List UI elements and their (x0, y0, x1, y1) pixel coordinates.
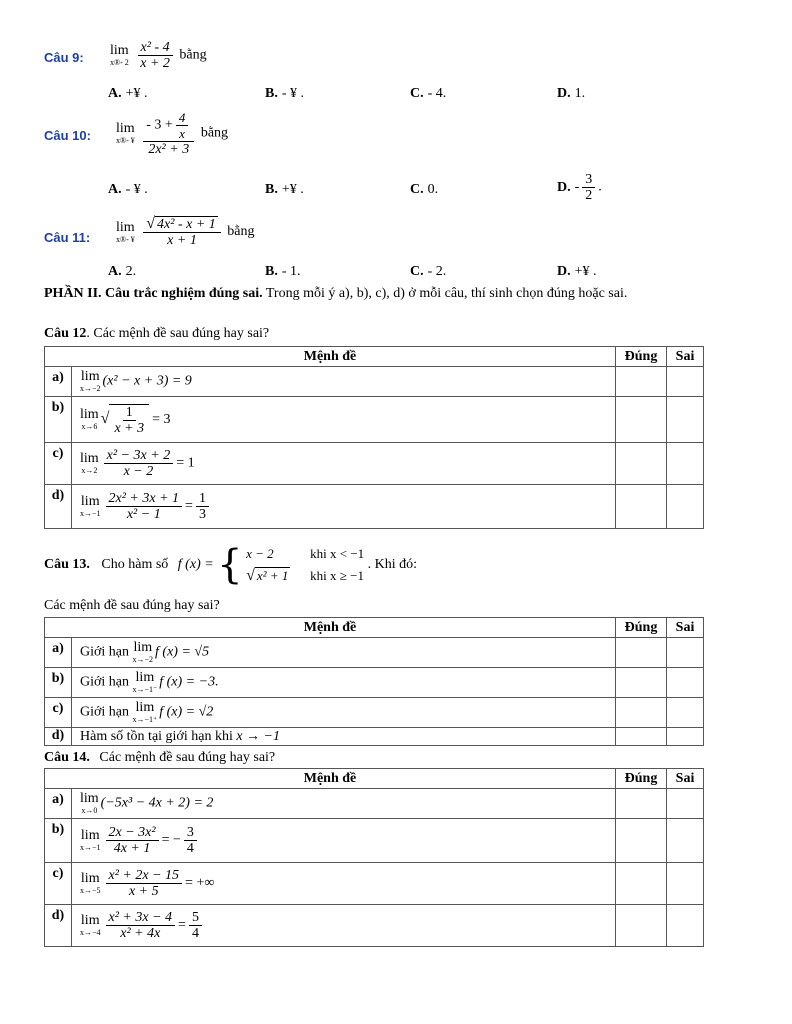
header-true: Đúng (616, 347, 667, 367)
true-cell[interactable] (616, 905, 667, 947)
q9-tail: bằng (179, 47, 207, 63)
true-cell[interactable] (616, 638, 667, 668)
lim-sub: x®- 2 (110, 58, 129, 67)
q11-expression: lim x®- ¥ $\frac{\text{√ 4x² - x + 1}}{x + 1}$ bằng (116, 215, 255, 248)
false-cell[interactable] (667, 397, 704, 443)
true-cell[interactable] (616, 443, 667, 485)
q12-table (44, 346, 704, 529)
q14-heading: Câu 14. Các mệnh đề sau đúng hay sai? (44, 750, 276, 765)
table-row: c) lim x→2 $\frac{\text{x² − 3x + 2}}{x - 2}$ = 1 (45, 443, 704, 485)
q11-label: Câu 11: (44, 230, 91, 245)
true-cell[interactable] (616, 819, 667, 863)
true-cell[interactable] (616, 789, 667, 819)
true-cell[interactable] (616, 668, 667, 698)
false-cell[interactable] (667, 668, 704, 698)
lim-word: lim (110, 43, 129, 58)
q9-label: Câu 9: (44, 50, 84, 65)
header-false: Sai (667, 347, 704, 367)
false-cell[interactable] (667, 789, 704, 819)
table-row: d) lim x→−4 $\frac{\text{x² + 3x − 4}}{\text{x² + 4x}}$ = $\frac{5}{4}$ (45, 905, 704, 947)
q13-subheading: Các mệnh đề sau đúng hay sai? (44, 598, 220, 613)
q11-option-a[interactable]: A. 2. (108, 264, 137, 279)
true-cell[interactable] (616, 863, 667, 905)
table-row: a) lim x→0 (−5x³ − 4x + 2) = 2 (45, 789, 704, 819)
q12-heading: Câu 12. Các mệnh đề sau đúng hay sai? (44, 326, 270, 341)
part2-heading (44, 286, 764, 302)
false-cell[interactable] (667, 863, 704, 905)
q11-option-c[interactable]: C. - 2. (410, 264, 447, 279)
false-cell[interactable] (667, 819, 704, 863)
part2-desc: Trong mỗi ý a), b), c), d) ở mỗi câu, thí sinh chọn đúng hoặc sai. (265, 286, 628, 301)
true-cell[interactable] (616, 728, 667, 746)
table-row: d) lim x→−1 $\frac{\text{2x² + 3x + 1}}{\text{x² − 1}}$ = $\frac{1}{3}$ (45, 485, 704, 529)
false-cell[interactable] (667, 698, 704, 728)
q10-label: Câu 10: (44, 128, 91, 143)
false-cell[interactable] (667, 728, 704, 746)
table-row: d) Hàm số tồn tại giới hạn khi x → −1 (45, 728, 704, 746)
true-cell[interactable] (616, 367, 667, 397)
true-cell[interactable] (616, 698, 667, 728)
table-row: a) Giới hạn lim x→−2 f (x) = √5 (45, 638, 704, 668)
table-row: b) Giới hạn lim x→−1⁻ f (x) = −3. (45, 668, 704, 698)
false-cell[interactable] (667, 367, 704, 397)
q9-expression (110, 40, 207, 71)
q10-expression: lim x®- ¥ - 3 + $\frac{4}{x}$ 2x² + 3 bằng (116, 110, 229, 157)
q10-option-d[interactable]: D. - $\frac{3}{2}$ . (557, 172, 602, 203)
true-cell[interactable] (616, 485, 667, 529)
table-row: b) lim x→−1 $\frac{\text{2x − 3x²}}{4x + 1}$ = − $\frac{3}{4}$ (45, 819, 704, 863)
q13-heading: Câu 13. Cho hàm số f (x) = { x − 2 khi x < −1 √ x² + 1 khi x ≥ −1 . Khi đó: (44, 541, 418, 588)
table-row: c) lim x→−5 $\frac{\text{x² + 2x − 15}}{x + 5}$ = +∞ (45, 863, 704, 905)
true-cell[interactable] (616, 397, 667, 443)
header-statement: Mệnh đề (45, 347, 616, 367)
numerator: x² - 4 (138, 40, 173, 56)
q11-option-d[interactable]: D. +¥ . (557, 264, 597, 279)
table-row: a) lim x→−2 (x² − x + 3) = 9 (45, 367, 704, 397)
q10-option-b[interactable]: B. +¥ . (265, 182, 304, 197)
q10-option-a[interactable]: A. - ¥ . (108, 182, 148, 197)
table-row: b) lim x→6 √ $\frac{1}{x + 3}$ = 3 (45, 397, 704, 443)
table-row: c) Giới hạn lim x→−1⁺ f (x) = √2 (45, 698, 704, 728)
false-cell[interactable] (667, 443, 704, 485)
q10-option-c[interactable]: C. 0. (410, 182, 439, 197)
q11-option-b[interactable]: B. - 1. (265, 264, 301, 279)
q9-option-b[interactable]: B. - ¥ . (265, 86, 305, 101)
q9-option-d[interactable]: D. 1. (557, 86, 586, 101)
part2-title: PHẦN II. Câu trắc nghiệm đúng sai. (44, 286, 263, 301)
false-cell[interactable] (667, 905, 704, 947)
q13-table: Mệnh đề Đúng Sai a) Giới hạn lim x→−2 f (x) = √5 b) Giới hạn lim x→−1⁻ f (x) = −3. c) Giới hạn lim x→−1⁺ f (x) = √2 d) Hàm số tồn tại giới hạn khi x → −1 (44, 617, 704, 746)
q14-table: Mệnh đề Đúng Sai a) lim x→0 (−5x³ − 4x + 2) = 2 b) lim x→−1 $\frac{\text{2x − 3x²}}{4x + 1}$ = − $\frac{3}{4}$ c) lim x→−5 $\frac{\text{x² + 2x − 15}}{x + 5}$ = +∞ d) lim x→−4 $\frac{\text{x² + 3x − 4}}{\text{x² + 4x}}$ = $\frac{5}{4}$ (44, 768, 704, 947)
q9-option-a[interactable]: A. +¥ . (108, 86, 148, 101)
q9-option-c[interactable]: C. - 4. (410, 86, 447, 101)
denominator: x + 2 (140, 56, 170, 71)
false-cell[interactable] (667, 638, 704, 668)
false-cell[interactable] (667, 485, 704, 529)
